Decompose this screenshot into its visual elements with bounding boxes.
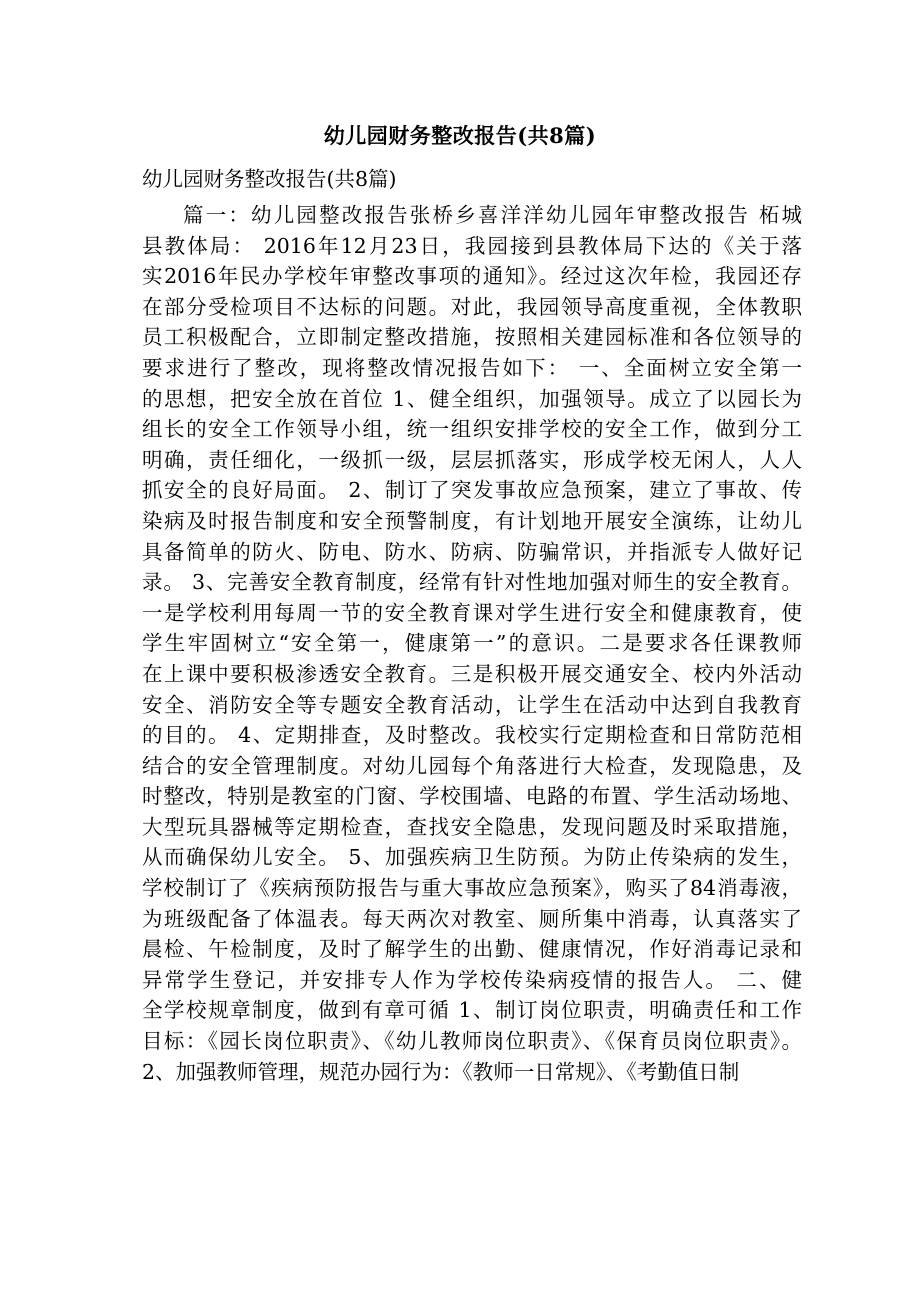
text-line: 晨检、午检制度，及时了解学生的出勤、健康情况，作好消毒记录和 [142, 937, 802, 962]
text-line: 录。 3、完善安全教育制度，经常有针对性地加强对师生的安全教育。 [142, 570, 802, 595]
text-line: 异常学生登记，并安排专人作为学校传染病疫情的报告人。 二、健 [142, 967, 802, 992]
text-line: 大型玩具器械等定期检查，查找安全隐患，发现问题及时采取措施， [142, 814, 802, 839]
document-title: 幼儿园财务整改报告(共8篇) [323, 123, 597, 148]
text-line: 具备简单的防火、防电、防水、防病、防骗常识，并指派专人做好记 [142, 539, 802, 564]
text-line: 在部分受检项目不达标的问题。对此，我园领导高度重视，全体教职 [142, 294, 802, 319]
text-line: 的思想，把安全放在首位 1、健全组织，加强领导。成立了以园长为 [142, 386, 802, 411]
text-line: 学校制订了《疾病预防报告与重大事故应急预案》，购买了84消毒液， [142, 876, 802, 901]
text-line: 目标：《园长岗位职责》、《幼儿教师岗位职责》、《保育员岗位职责》。 [142, 1029, 802, 1054]
text-line: 结合的安全管理制度。对幼儿园每个角落进行大检查，发现隐患，及 [142, 753, 802, 778]
text-line: 时整改，特别是教室的门窗、学校围墙、电路的布置、学生活动场地、 [142, 784, 802, 809]
body-text [142, 200, 802, 1087]
text-line: 的目的。 4、定期排查，及时整改。我校实行定期检查和日常防范相 [142, 723, 802, 748]
text-line: 明确，责任细化，一级抓一级，层层抓落实，形成学校无闲人，人人 [142, 447, 802, 472]
text-line: 要求进行了整改，现将整改情况报告如下： 一、全面树立安全第一 [142, 355, 802, 380]
text-line: 县教体局： 2016年12月23日，我园接到县教体局下达的《关于落 [142, 233, 802, 258]
text-line: 全学校规章制度，做到有章可循 1、制订岗位职责，明确责任和工作 [142, 998, 802, 1023]
text-line: 抓安全的良好局面。 2、制订了突发事故应急预案，建立了事故、传 [142, 478, 802, 503]
text-line: 篇一：幼儿园整改报告张桥乡喜洋洋幼儿园年审整改报告 柘城 [183, 203, 802, 227]
text-line: 员工积极配合，立即制定整改措施，按照相关建园标准和各位领导的 [142, 325, 802, 350]
text-line: 为班级配备了体温表。每天两次对教室、厕所集中消毒，认真落实了 [142, 906, 802, 931]
text-line: 在上课中要积极渗透安全教育。三是积极开展交通安全、校内外活动 [142, 661, 802, 686]
text-line: 组长的安全工作领导小组，统一组织安排学校的安全工作，做到分工 [142, 417, 802, 442]
document-subtitle: 幼儿园财务整改报告(共8篇) [142, 167, 397, 191]
text-line: 学生牢固树立“安全第一，健康第一”的意识。二是要求各任课教师 [142, 631, 802, 656]
text-line: 从而确保幼儿安全。 5、加强疾病卫生防预。为防止传染病的发生， [142, 845, 802, 870]
text-line: 安全、消防安全等专题安全教育活动，让学生在活动中达到自我教育 [142, 692, 802, 717]
text-line: 一是学校利用每周一节的安全教育课对学生进行安全和健康教育，使 [142, 600, 802, 625]
text-line: 染病及时报告制度和安全预警制度，有计划地开展安全演练，让幼儿 [142, 508, 802, 533]
text-line: 实2016年民办学校年审整改事项的通知》。经过这次年检，我园还存 [142, 264, 802, 289]
text-line: 2、加强教师管理，规范办园行为：《教师一日常规》、《考勤值日制 [142, 1059, 740, 1084]
